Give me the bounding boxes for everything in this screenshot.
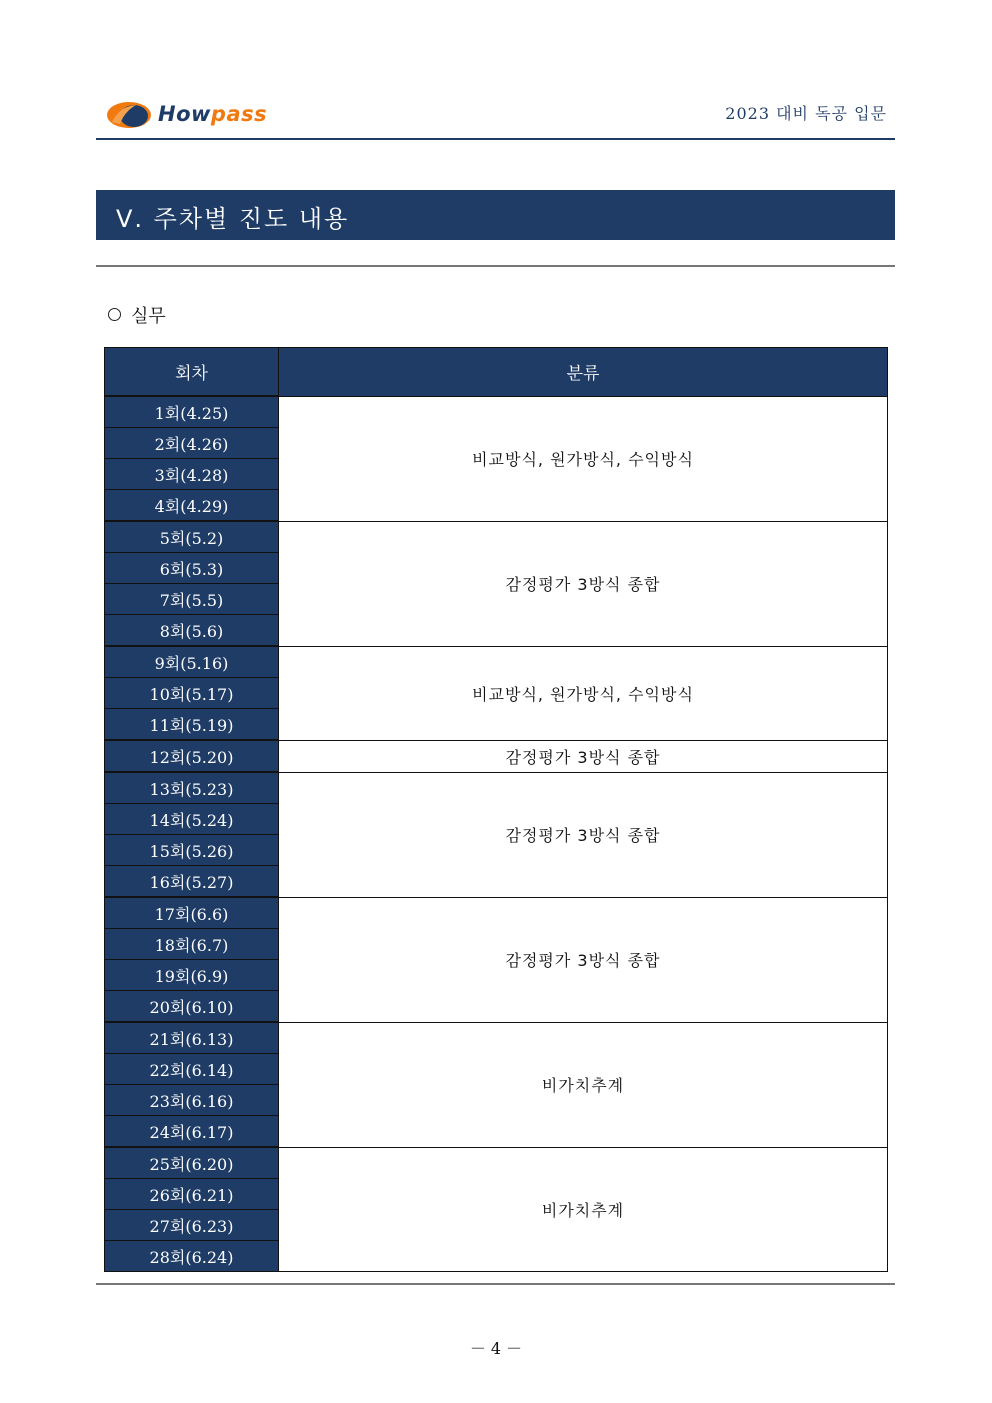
howpass-logo (106, 100, 276, 130)
table-row (105, 772, 888, 804)
session-cell: 20회(6.10) (105, 991, 279, 1023)
session-cell: 22회(6.14) (105, 1054, 279, 1085)
schedule-body (105, 396, 888, 1272)
session-cell: 9회(5.16) (105, 646, 279, 678)
session-cell: 11회(5.19) (105, 709, 279, 741)
session-cell: 17회(6.6) (105, 897, 279, 929)
header-title: 2023 대비 독공 입문 (725, 104, 887, 123)
circle-bullet-icon (108, 308, 121, 321)
category-cell: 감정평가 3방식 종합 (279, 897, 888, 1022)
category-cell: 감정평가 3방식 종합 (279, 521, 888, 646)
session-cell: 14회(5.24) (105, 804, 279, 835)
logo-pass: pass (210, 102, 268, 126)
subsection-label: 실무 (131, 306, 166, 327)
session-cell: 13회(5.23) (105, 772, 279, 804)
logo-how: How (158, 102, 211, 126)
session-cell: 3회(4.28) (105, 459, 279, 490)
schedule-table (104, 347, 888, 1272)
divider-bottom (96, 1283, 895, 1285)
session-cell: 28회(6.24) (105, 1241, 279, 1272)
table-row (105, 1022, 888, 1054)
section-title: Ⅴ. 주차별 진도 내용 (116, 205, 350, 233)
session-cell: 10회(5.17) (105, 678, 279, 709)
table-row (105, 646, 888, 678)
session-cell: 7회(5.5) (105, 584, 279, 615)
category-cell: 감정평가 3방식 종합 (279, 772, 888, 897)
session-cell: 27회(6.23) (105, 1210, 279, 1241)
logo-wordmark (158, 102, 267, 126)
session-cell: 24회(6.17) (105, 1116, 279, 1148)
logo-mark-icon (106, 100, 152, 130)
session-cell: 18회(6.7) (105, 929, 279, 960)
table-row (105, 521, 888, 553)
session-cell: 26회(6.21) (105, 1179, 279, 1210)
header-session: 회차 (105, 348, 279, 397)
page-header (96, 96, 895, 140)
session-cell: 4회(4.29) (105, 490, 279, 522)
table-row (105, 396, 888, 428)
session-cell: 8회(5.6) (105, 615, 279, 647)
session-cell: 19회(6.9) (105, 960, 279, 991)
session-cell: 1회(4.25) (105, 396, 279, 428)
table-row (105, 1147, 888, 1179)
category-cell: 비가치추계 (279, 1147, 888, 1272)
category-cell: 비교방식, 원가방식, 수익방식 (279, 646, 888, 740)
session-cell: 12회(5.20) (105, 740, 279, 772)
category-cell: 비교방식, 원가방식, 수익방식 (279, 396, 888, 521)
section-banner (96, 190, 895, 240)
table-row (105, 897, 888, 929)
session-cell: 5회(5.2) (105, 521, 279, 553)
category-cell: 비가치추계 (279, 1022, 888, 1147)
session-cell: 25회(6.20) (105, 1147, 279, 1179)
divider-top (96, 265, 895, 267)
table-header-row (105, 348, 888, 397)
subsection-heading (108, 302, 166, 328)
session-cell: 15회(5.26) (105, 835, 279, 866)
session-cell: 16회(5.27) (105, 866, 279, 898)
header-category: 분류 (279, 348, 888, 397)
session-cell: 23회(6.16) (105, 1085, 279, 1116)
category-cell: 감정평가 3방식 종합 (279, 740, 888, 772)
session-cell: 6회(5.3) (105, 553, 279, 584)
page-number: － 4 － (469, 1339, 523, 1358)
session-cell: 2회(4.26) (105, 428, 279, 459)
session-cell: 21회(6.13) (105, 1022, 279, 1054)
table-row (105, 740, 888, 772)
